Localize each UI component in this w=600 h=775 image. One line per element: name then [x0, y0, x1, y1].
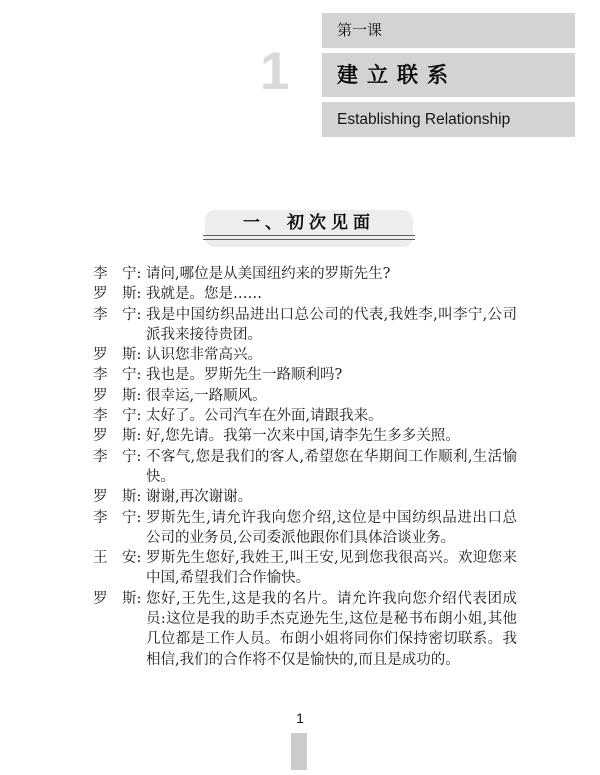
- turn-text: 我是中国纺织品进出口总公司的代表,我姓李,叫李宁,公司派我来接待贵团。: [146, 306, 517, 343]
- footer-tab-marker: [291, 733, 307, 770]
- speaker-name: 李 宁:: [93, 509, 142, 526]
- dialogue-turn: [93, 264, 517, 284]
- speaker-name: 李 宁:: [93, 266, 142, 282]
- dialogue-turn: [93, 548, 517, 589]
- section-heading-box: [205, 210, 413, 247]
- speaker-name: 王 安:: [93, 550, 142, 567]
- lesson-title-english-bar: [322, 102, 575, 137]
- dialogue-turn: [93, 508, 517, 549]
- dialogue-turn: [93, 589, 517, 670]
- dialogue-turn: [93, 345, 517, 365]
- speaker-name: 李 宁:: [93, 408, 142, 425]
- turn-text: 不客气,您是我们的客人,希望您在华期间工作顺利,生活愉快。: [146, 448, 517, 485]
- turn-text: 好,您先请。我第一次来中国,请李先生多多关照。: [146, 428, 460, 445]
- speaker-name: 罗 斯:: [93, 489, 142, 506]
- turn-text: 我也是。罗斯先生一路顺利吗?: [146, 367, 343, 384]
- turn-text: 您好,王先生,这是我的名片。请允许我向您介绍代表团成员:这位是我的助手杰克逊先生,这位是秘书布朗小姐,其他几位都是工作人员。布朗小姐将同你们保持密切联系。我相信,我们的合作将不仅是愉快的,而且是成功的。: [146, 590, 517, 668]
- lesson-label: 第一课: [337, 21, 383, 39]
- dialogue-turn: [93, 305, 517, 346]
- dialogue-turn: [93, 406, 517, 426]
- turn-text: 罗斯先生,请允许我向您介绍,这位是中国纺织品进出口总公司的业务员,公司委派他跟你们具体洽谈业务。: [146, 509, 517, 546]
- lesson-title-chinese: 建立联系: [337, 63, 457, 87]
- speaker-name: 罗 斯:: [93, 428, 142, 445]
- turn-text: 太好了。公司汽车在外面,请跟我来。: [146, 408, 383, 425]
- turn-text: 认识您非常高兴。: [146, 347, 262, 364]
- speaker-name: 李 宁:: [93, 367, 142, 384]
- speaker-name: 罗 斯:: [93, 590, 142, 607]
- dialogue-turn: [93, 447, 517, 488]
- lesson-title-bar: [322, 53, 575, 97]
- speaker-name: 罗 斯:: [93, 347, 142, 364]
- turn-text: 很幸运,一路顺风。: [146, 387, 267, 404]
- speaker-name: 罗 斯:: [93, 286, 142, 303]
- turn-text: 请问,哪位是从美国纽约来的罗斯先生?: [146, 266, 391, 282]
- dialogue-turn: [93, 284, 517, 304]
- dialogue: [93, 264, 517, 670]
- page-number: 1: [296, 710, 304, 726]
- lesson-title-english: Establishing Relationship: [337, 111, 511, 128]
- turn-text: 我就是。您是……: [146, 286, 262, 303]
- speaker-name: 罗 斯:: [93, 387, 142, 404]
- turn-text: 谢谢,再次谢谢。: [146, 489, 253, 506]
- dialogue-turn: [93, 365, 517, 385]
- lesson-number-watermark: 1: [260, 42, 290, 101]
- dialogue-turn: [93, 426, 517, 446]
- speaker-name: 李 宁:: [93, 306, 142, 323]
- dialogue-turn: [93, 487, 517, 507]
- lesson-label-bar: [322, 13, 575, 48]
- speaker-name: 李 宁:: [93, 448, 142, 465]
- dialogue-turn: [93, 386, 517, 406]
- section-title: 一、初次见面: [243, 213, 375, 233]
- section-double-rule: [203, 235, 415, 240]
- turn-text: 罗斯先生您好,我姓王,叫王安,见到您我很高兴。欢迎您来中国,希望我们合作愉快。: [146, 550, 517, 587]
